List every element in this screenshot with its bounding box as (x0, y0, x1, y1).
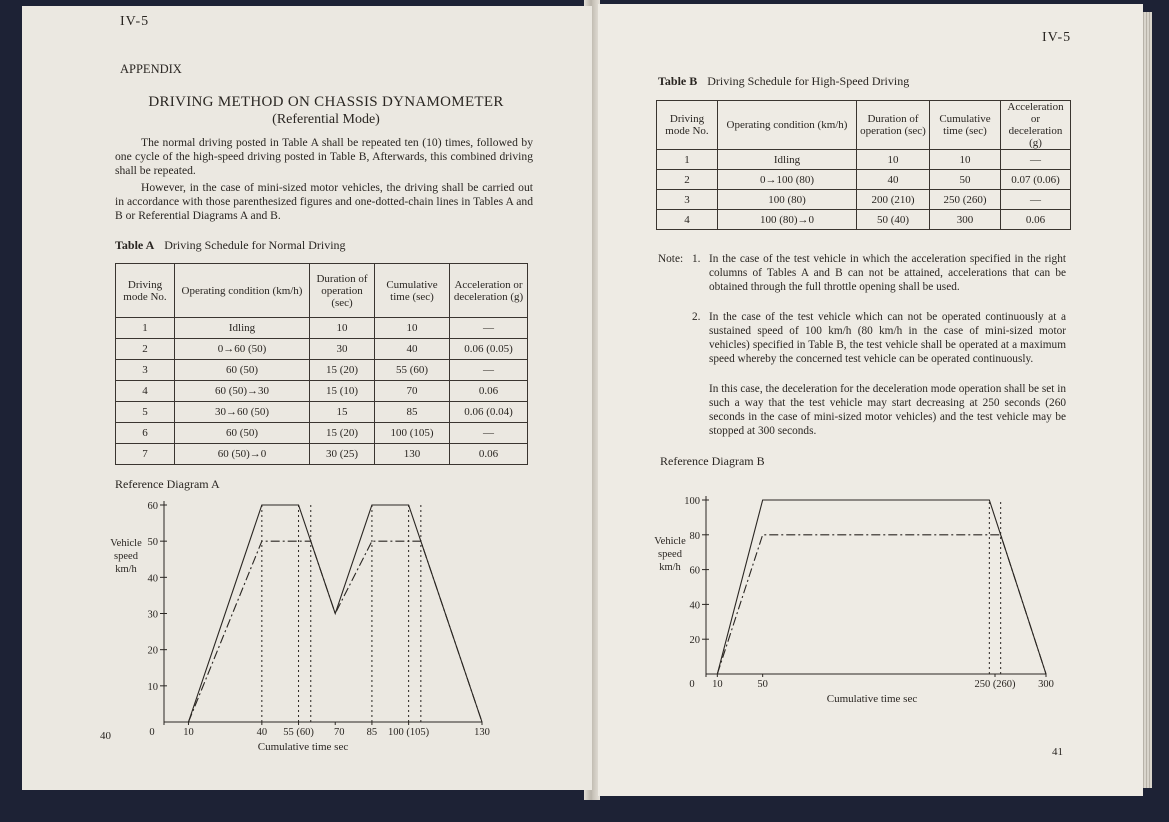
x-tick-label: 70 (333, 727, 345, 738)
table-cell: Idling (175, 318, 310, 339)
column-header: Cumulative time (sec) (375, 264, 450, 318)
x-tick-label: 0 (149, 727, 155, 738)
table-row (116, 444, 528, 465)
table-b-body (657, 150, 1071, 230)
table-b-caption (658, 74, 909, 89)
table-row (116, 318, 528, 339)
y-tick-label: 20 (147, 645, 158, 657)
column-header: Driving mode No. (116, 264, 175, 318)
table-row (657, 150, 1071, 170)
intro-paragraph: The normal driving posted in Table A shall be repeated ten (10) times, followed by one cycle of the high-speed driving posted in Table B, Afterwards, this combined driving shall be repeated. (115, 136, 533, 177)
note-text: In the case of the test vehicle which can not be operated continuously at a sustained speed of 100 km/h (80 km/h in the case of mini-sized motor vehicles) specified in Table B, the test vehicle shall be operated at a maximum speed whereby the concerned test vehicle can be operated continuously. (709, 311, 1066, 365)
series-line (717, 535, 1046, 674)
x-tick-label: 250 (260) (974, 679, 1016, 690)
table-cell: 30 (25) (310, 444, 375, 465)
x-tick-label: 0 (689, 679, 695, 690)
table-cell: 300 (930, 210, 1001, 230)
table-cell: — (1001, 190, 1071, 210)
table-b (656, 100, 1071, 230)
table-a-caption (115, 238, 346, 253)
series-line (188, 505, 482, 722)
right-page (598, 4, 1143, 796)
table-row (116, 402, 528, 423)
table-cell: 55 (60) (375, 360, 450, 381)
y-tick-label: 60 (689, 565, 700, 577)
table-cell: 4 (657, 210, 718, 230)
table-cell: 0.07 (0.06) (1001, 170, 1071, 190)
table-cell: 15 (20) (310, 360, 375, 381)
table-cell: 30 (310, 339, 375, 360)
note-label: Note: (658, 253, 684, 265)
table-cell: 0.06 (0.04) (450, 402, 528, 423)
note-number: 1. (692, 253, 701, 265)
table-row (116, 381, 528, 402)
y-tick-label: 40 (689, 600, 700, 612)
table-cell: 4 (116, 381, 175, 402)
left-page (22, 6, 592, 790)
table-cell: 85 (375, 402, 450, 423)
table-cell: 0.06 (450, 381, 528, 402)
y-axis-label-line: km/h (115, 564, 137, 575)
table-cell: — (450, 423, 528, 444)
table-cell: 7 (116, 444, 175, 465)
table-a-label: Table A (115, 238, 155, 252)
x-tick-label: 10 (712, 679, 723, 690)
table-cell: 10 (310, 318, 375, 339)
table-cell: 60 (50)→30 (175, 381, 310, 402)
x-tick-label: 100 (105) (388, 727, 430, 738)
table-cell: 30→60 (50) (175, 402, 310, 423)
table-cell: 40 (857, 170, 930, 190)
note-text: In this case, the deceleration for the deceleration mode operation shall be set in such a way that the test vehicle may start decreasing at 250 seconds (260 seconds in the case of mini-sized motor vehicles) and the test vehicle may be stopped at 300 seconds. (709, 383, 1066, 437)
table-cell: 200 (210) (857, 190, 930, 210)
diagram-b-label: Reference Diagram B (660, 454, 765, 468)
y-tick-label: 50 (147, 537, 158, 549)
table-cell: 10 (375, 318, 450, 339)
table-cell: 50 (40) (857, 210, 930, 230)
right-page-header: IV-5 (1042, 30, 1072, 45)
column-header: Operating condition (km/h) (718, 101, 857, 150)
table-cell: 70 (375, 381, 450, 402)
table-cell: 40 (375, 339, 450, 360)
table-row (116, 339, 528, 360)
x-tick-label: 50 (757, 679, 768, 690)
x-tick-label: 130 (474, 727, 490, 738)
y-axis-label-line: km/h (659, 562, 681, 573)
table-cell: 1 (657, 150, 718, 170)
series-line (717, 500, 1046, 674)
column-header: Driving mode No. (657, 101, 718, 150)
table-row (116, 423, 528, 444)
y-axis-label-line: speed (114, 551, 138, 562)
table-cell: 0→60 (50) (175, 339, 310, 360)
table-cell: 15 (10) (310, 381, 375, 402)
table-cell: — (1001, 150, 1071, 170)
column-header: Duration of operation (sec) (857, 101, 930, 150)
table-row (116, 360, 528, 381)
column-header: Duration of operation (sec) (310, 264, 375, 318)
table-cell: 10 (857, 150, 930, 170)
column-header: Acceleration or deceleration (g) (1001, 101, 1071, 150)
y-tick-label: 20 (689, 635, 700, 647)
x-axis-label: Cumulative time sec (826, 693, 918, 705)
table-cell: 5 (116, 402, 175, 423)
table-cell: 250 (260) (930, 190, 1001, 210)
table-b-label: Table B (658, 74, 698, 88)
reference-diagram-b (598, 482, 1138, 722)
table-cell: 130 (375, 444, 450, 465)
y-axis-label-line: Vehicle (110, 538, 142, 549)
y-tick-label: 30 (147, 609, 158, 621)
mini-vehicle-paragraph: However, in the case of mini-sized motor vehicles, the driving shall be carried out in accordance with those parenthesized figures and one-dotted-chain lines in Tables A and B or Referential Diagrams A and B. (115, 181, 533, 222)
table-cell: 100 (80) (718, 190, 857, 210)
table-a-title: Driving Schedule for Normal Driving (164, 238, 346, 252)
table-cell: 0.06 (1001, 210, 1071, 230)
table-cell: 2 (116, 339, 175, 360)
reference-diagram-a (22, 490, 582, 760)
column-header: Cumulative time (sec) (930, 101, 1001, 150)
table-cell: 3 (116, 360, 175, 381)
table-b-title: Driving Schedule for High-Speed Driving (707, 74, 910, 88)
y-tick-label: 60 (147, 501, 158, 512)
note-text: In the case of the test vehicle in which the acceleration specified in the right columns of Tables A and B can not be attained, accelerations that can be obtained through the full throttle opening shall be used. (709, 253, 1066, 293)
y-tick-label: 10 (147, 681, 158, 693)
right-page-number: 41 (1052, 746, 1063, 758)
table-cell: 60 (50) (175, 423, 310, 444)
y-axis-label-line: Vehicle (654, 536, 686, 547)
table-cell: — (450, 318, 528, 339)
table-cell: 60 (50) (175, 360, 310, 381)
appendix-label: APPENDIX (120, 62, 182, 76)
table-cell: 3 (657, 190, 718, 210)
y-tick-label: 40 (147, 573, 158, 585)
page-subtitle: (Referential Mode) (272, 112, 380, 127)
table-cell: Idling (718, 150, 857, 170)
left-page-header: IV-5 (120, 14, 150, 29)
table-cell: — (450, 360, 528, 381)
x-tick-label: 85 (366, 727, 378, 738)
table-cell: 6 (116, 423, 175, 444)
table-row (657, 170, 1071, 190)
x-tick-label: 10 (183, 727, 194, 738)
note-number: 2. (692, 311, 701, 323)
y-axis-label-line: speed (658, 549, 682, 560)
column-header: Acceleration or deceleration (g) (450, 264, 528, 318)
y-tick-label: 100 (684, 496, 700, 507)
x-axis-label: Cumulative time sec (257, 741, 349, 753)
table-cell: 0→100 (80) (718, 170, 857, 190)
table-a-body (116, 318, 528, 465)
table-cell: 10 (930, 150, 1001, 170)
table-cell: 2 (657, 170, 718, 190)
table-cell: 15 (310, 402, 375, 423)
table-cell: 0.06 (450, 444, 528, 465)
x-tick-label: 300 (1038, 679, 1054, 690)
diagram-a-label: Reference Diagram A (115, 477, 220, 491)
table-cell: 100 (80)→0 (718, 210, 857, 230)
x-tick-label: 55 (60) (283, 727, 314, 738)
table-a (115, 263, 528, 465)
column-header: Operating condition (km/h) (175, 264, 310, 318)
table-row (657, 210, 1071, 230)
table-cell: 0.06 (0.05) (450, 339, 528, 360)
table-cell: 60 (50)→0 (175, 444, 310, 465)
table-cell: 15 (20) (310, 423, 375, 444)
table-row (657, 190, 1071, 210)
table-cell: 1 (116, 318, 175, 339)
y-tick-label: 80 (689, 530, 700, 542)
x-tick-label: 40 (256, 727, 268, 738)
table-cell: 50 (930, 170, 1001, 190)
left-page-number: 40 (100, 730, 111, 742)
table-cell: 100 (105) (375, 423, 450, 444)
series-line (188, 541, 482, 722)
page-title: DRIVING METHOD ON CHASSIS DYNAMOMETER (148, 94, 504, 110)
